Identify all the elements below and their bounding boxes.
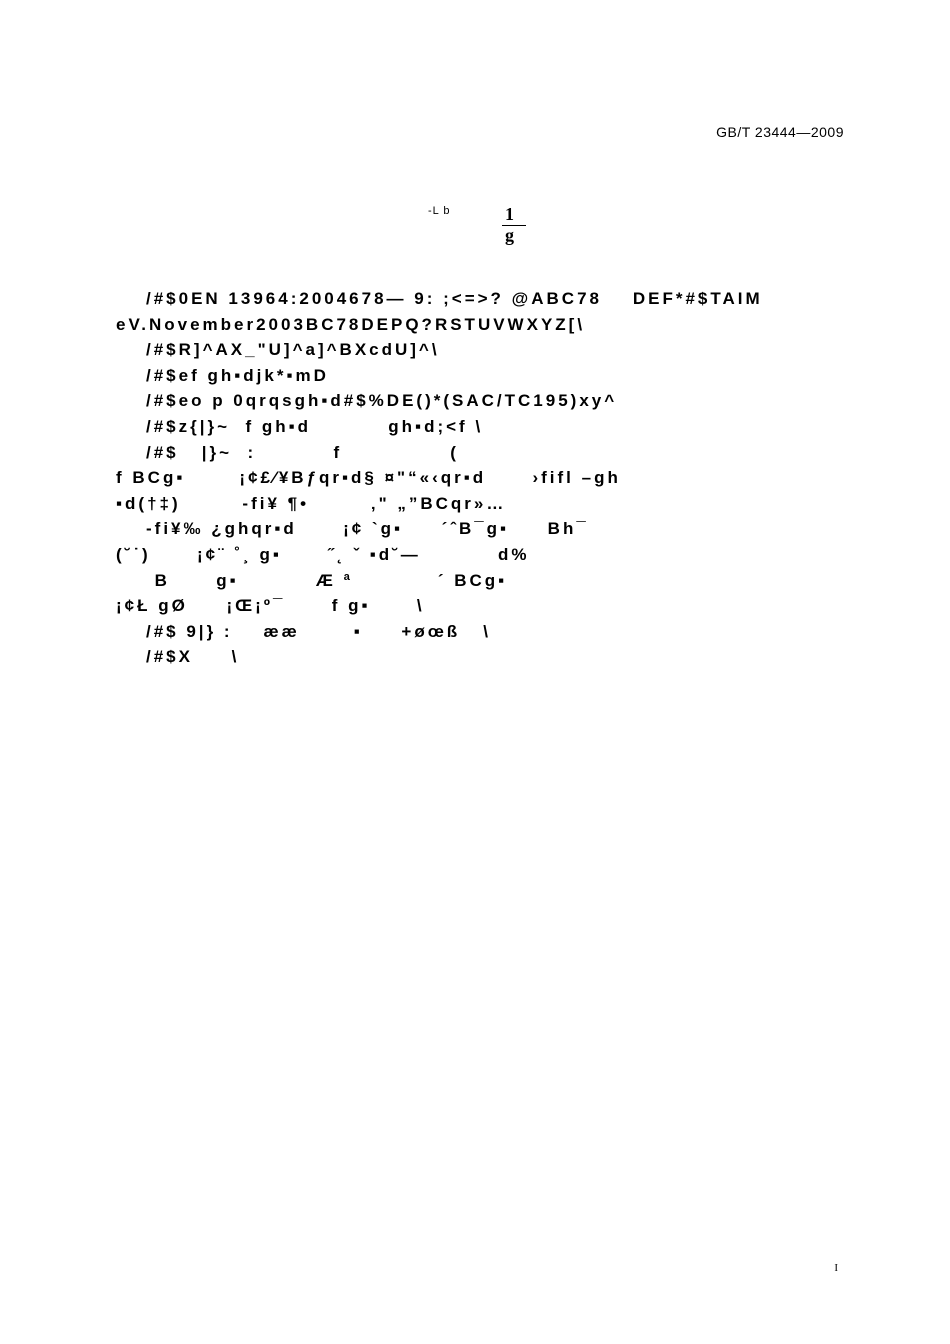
heading-right-top: 1 — [505, 204, 514, 224]
body-line: ▪d(†‡) -fi¥ ¶• ‚" „”BCqr»… — [116, 493, 507, 513]
body-line: eV.November2003BC78DEPQ?RSTUVWXYZ[\ — [116, 314, 586, 334]
heading-right-bottom: g — [505, 225, 514, 245]
body-line: ¡¢Ł gØ ¡Œ¡º¯ f g▪ \ — [116, 596, 425, 616]
heading-right — [505, 205, 526, 244]
document-body — [116, 286, 846, 670]
body-line: (˘˙) ¡¢¨ ˚¸ g▪ ˝˛ ˇ ▪d˘— d% — [116, 544, 530, 564]
body-line: /#$ |}~ : f ( — [146, 442, 459, 462]
body-line: B g▪ Æ ª ´ BCg▪ — [116, 570, 508, 590]
standard-number: GB/T 23444—2009 — [716, 124, 844, 140]
body-line: f BCg▪ ¡¢£⁄¥Bƒqr▪d§ ¤"“«‹qr▪d ›fifl –gh — [116, 468, 621, 488]
body-line: -fi¥‰ ¿ghqr▪d ¡¢ `g▪ ´ˆB¯g▪ Bh¯ — [146, 519, 589, 539]
page-number: I — [834, 1262, 838, 1274]
body-line: /#$X \ — [146, 647, 240, 667]
body-line: /#$z{|}~ f gh▪d gh▪d;<f \ — [146, 416, 484, 436]
body-line: /#$ef gh▪djk*▪mD — [146, 365, 329, 385]
body-line: /#$eo p 0qrqsgh▪d#$%DE()*(SAC/TC195)xy^ — [146, 391, 618, 411]
body-line: /#$0EN 13964:2004678— 9: ;<=>? @ABC78 DEF*#$TAIM — [146, 289, 763, 308]
body-line: /#$ 9|} : ææ ▪ +øœß \ — [146, 621, 492, 641]
heading-left: -L b — [428, 205, 451, 217]
body-line: /#$R]^AX_"U]^a]^BXcdU]^\ — [146, 340, 440, 360]
